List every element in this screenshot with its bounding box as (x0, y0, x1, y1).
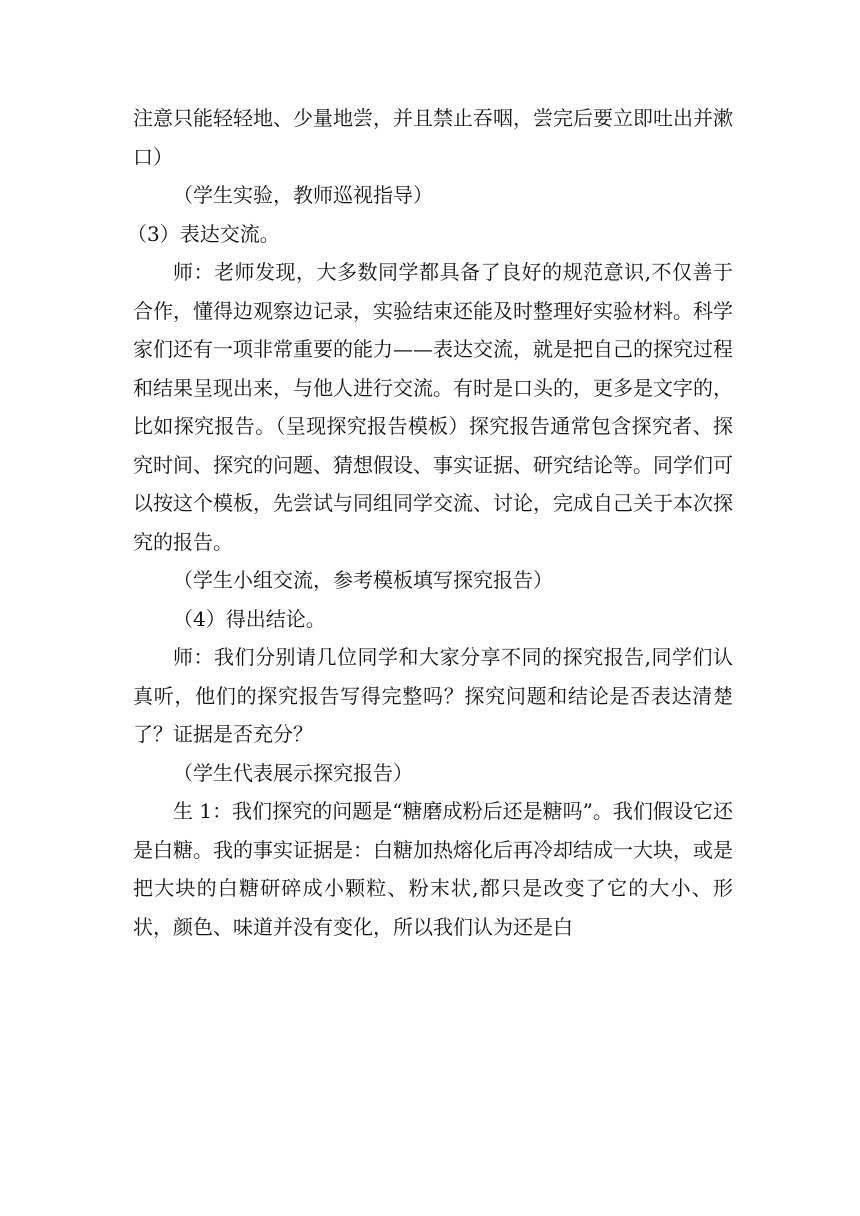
document-page (127, 99, 733, 946)
paragraph-student-experiment: （学生实验，教师巡视指导） (173, 183, 433, 207)
paragraph-teacher-report-template: 师：老师发现，大多数同学都具备了良好的规范意识,不仅善于合作，懂得边观察边记录，实验结束还能及时整理好实验材料。科学家们还有一项非常重要的能力——表达交流，就是把自己的探究过程和结果呈现出来，与他人进行交流。有时是口头的，更多是文字的，比如探究报告。（呈现探究报告模板）探究报告通常包含探究者、探究时间、探究的问题、猜想假设、事实证据、研究结论等。同学们可以按这个模板，先尝试与同组同学交流、讨论，完成自己关于本次探究的报告。 (133, 260, 733, 554)
paragraph-safety-note: 注意只能轻轻地、少量地尝，并且禁止吞咽，尝完后要立即吐出并漱口） (133, 106, 733, 169)
paragraph-student-present: （学生代表展示探究报告） (173, 760, 413, 785)
section-heading-draw-conclusion: （4）得出结论。 (173, 606, 326, 631)
paragraph-teacher-share: 师：我们分别请几位同学和大家分享不同的探究报告,同学们认真听，他们的探究报告写得完整吗？探究问题和结论是否表达清楚了？证据是否充分？ (133, 645, 733, 746)
paragraph-student-1-report: 生 1：我们探究的问题是“糖磨成粉后还是糖吗”。我们假设它还是白糖。我的事实证据是：白糖加热熔化后再冷却结成一大块，或是把大块的白糖研碎成小颗粒、粉末状,都只是改变了它的大小、形状，颜色、味道并没有变化，所以我们认为还是白 (133, 799, 733, 939)
paragraph-group-discussion: （学生小组交流，参考模板填写探究报告） (173, 568, 553, 592)
section-heading-express-communicate: （3）表达交流。 (127, 221, 280, 246)
